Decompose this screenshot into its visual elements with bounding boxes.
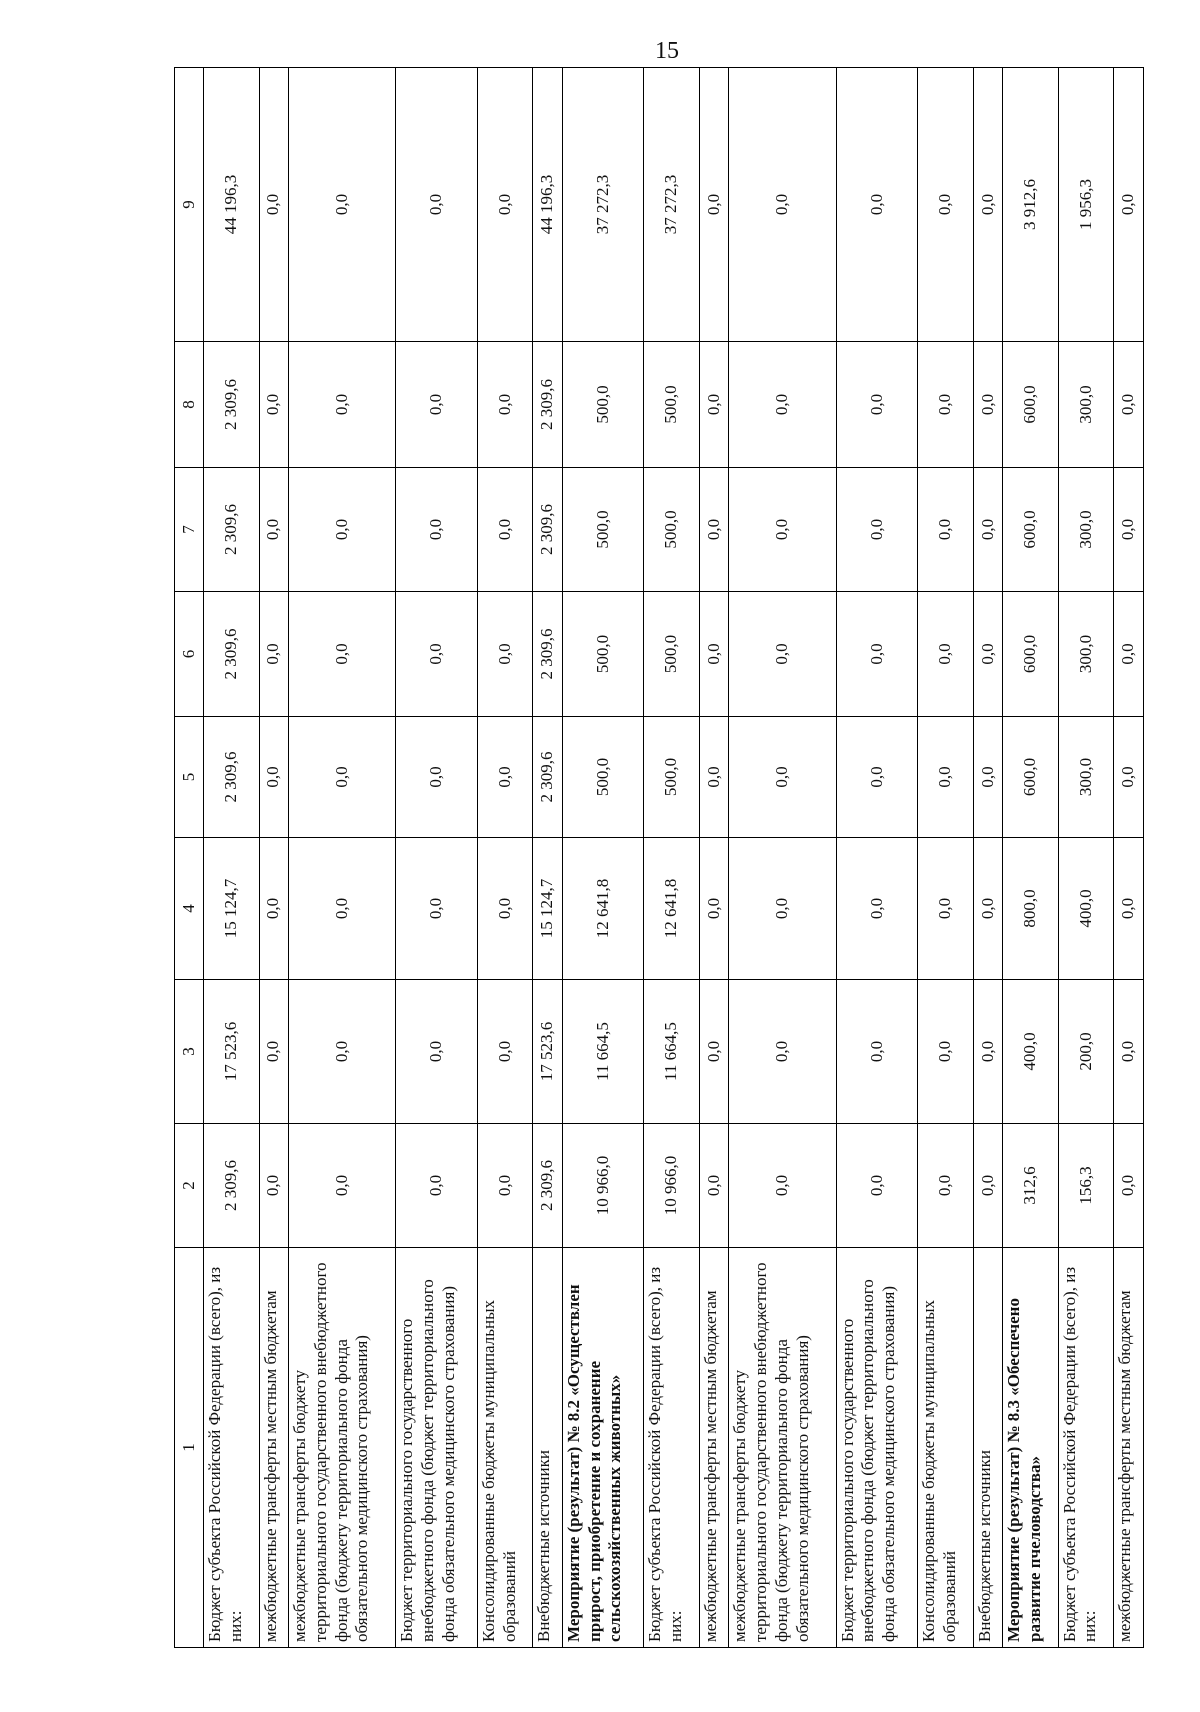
- table-cell: 0,0: [289, 468, 396, 592]
- table-cell: 0,0: [699, 592, 729, 717]
- table-cell: 0,0: [396, 980, 477, 1124]
- table-row: [533, 68, 563, 1648]
- table-cell: 0,0: [289, 838, 396, 980]
- table-cell: 500,0: [644, 342, 700, 468]
- budget-table: [174, 67, 1144, 1648]
- table-cell: 2 309,6: [204, 592, 260, 717]
- table-cell: 600,0: [1003, 717, 1059, 838]
- table-row: [259, 68, 289, 1648]
- table-cell: 0,0: [259, 68, 289, 342]
- table-cell: 0,0: [259, 468, 289, 592]
- row-label: Мероприятие (результат) № 8.2 «Осуществлен прирост, приобретение и сохранение сельскохозяйственных животных»: [562, 1248, 643, 1648]
- table-cell: 0,0: [259, 592, 289, 717]
- column-header: 3: [175, 980, 204, 1124]
- row-label: межбюджетные трансферты бюджету территориального государственного внебюджетного фонда (бюджету территориального фонда обязательного медицинского страхования): [289, 1248, 396, 1648]
- table-cell: 0,0: [836, 592, 917, 717]
- table-row: [204, 68, 260, 1648]
- table-cell: 0,0: [289, 342, 396, 468]
- row-label: Мероприятие (результат) № 8.3 «Обеспечено развитие пчеловодства»: [1003, 1248, 1059, 1648]
- row-label: Бюджет субъекта Российской Федерации (всего), из них:: [204, 1248, 260, 1648]
- table-cell: 300,0: [1058, 592, 1114, 717]
- row-label: межбюджетные трансферты местным бюджетам: [1114, 1248, 1144, 1648]
- table-row: [973, 68, 1003, 1648]
- table-cell: 2 309,6: [204, 468, 260, 592]
- table-cell: 0,0: [836, 838, 917, 980]
- table-cell: 0,0: [729, 68, 836, 342]
- table-cell: 0,0: [973, 838, 1003, 980]
- table-cell: 15 124,7: [533, 838, 563, 980]
- table-row: [1003, 68, 1059, 1648]
- table-cell: 0,0: [973, 68, 1003, 342]
- table-row: [396, 68, 477, 1648]
- table-cell: 300,0: [1058, 342, 1114, 468]
- table-cell: 0,0: [1114, 717, 1144, 838]
- table-cell: 0,0: [729, 1124, 836, 1248]
- table-cell: 500,0: [644, 717, 700, 838]
- table-cell: 0,0: [918, 342, 974, 468]
- table-cell: 0,0: [699, 468, 729, 592]
- table-cell: 0,0: [477, 342, 533, 468]
- row-label: Бюджет территориального государственного внебюджетного фонда (бюджет территориального фонда обязательного медицинского страхования): [836, 1248, 917, 1648]
- row-label: Внебюджетные источники: [973, 1248, 1003, 1648]
- table-cell: 11 664,5: [644, 980, 700, 1124]
- table-cell: 600,0: [1003, 342, 1059, 468]
- table-cell: 0,0: [1114, 1124, 1144, 1248]
- table-cell: 0,0: [699, 1124, 729, 1248]
- table-cell: 0,0: [729, 342, 836, 468]
- table-cell: 37 272,3: [562, 68, 643, 342]
- row-label: Внебюджетные источники: [533, 1248, 563, 1648]
- table-cell: 400,0: [1003, 980, 1059, 1124]
- table-row: [918, 68, 974, 1648]
- table-cell: 0,0: [729, 592, 836, 717]
- table-cell: 0,0: [836, 342, 917, 468]
- table-cell: 44 196,3: [533, 68, 563, 342]
- table-cell: 400,0: [1058, 838, 1114, 980]
- table-cell: 12 641,8: [644, 838, 700, 980]
- table-cell: 0,0: [1114, 592, 1144, 717]
- table-cell: 0,0: [289, 717, 396, 838]
- table-row: [289, 68, 396, 1648]
- row-label: Консолидированные бюджеты муниципальных образований: [477, 1248, 533, 1648]
- row-label: Консолидированные бюджеты муниципальных образований: [918, 1248, 974, 1648]
- column-header: 6: [175, 592, 204, 717]
- table-cell: 0,0: [1114, 468, 1144, 592]
- table-cell: 500,0: [644, 592, 700, 717]
- table-cell: 0,0: [729, 717, 836, 838]
- table-cell: 600,0: [1003, 468, 1059, 592]
- table-cell: 0,0: [396, 68, 477, 342]
- page-number: 15: [655, 38, 679, 64]
- row-label: Бюджет субъекта Российской Федерации (всего), из них:: [644, 1248, 700, 1648]
- table-cell: 0,0: [1114, 342, 1144, 468]
- row-label: Бюджет субъекта Российской Федерации (всего), из них:: [1058, 1248, 1114, 1648]
- table-cell: 0,0: [477, 468, 533, 592]
- table-cell: 2 309,6: [533, 1124, 563, 1248]
- table-cell: 0,0: [259, 1124, 289, 1248]
- table-cell: 3 912,6: [1003, 68, 1059, 342]
- table-cell: 0,0: [918, 68, 974, 342]
- column-header: 8: [175, 342, 204, 468]
- table-row: [477, 68, 533, 1648]
- table-cell: 500,0: [562, 342, 643, 468]
- column-header: 9: [175, 68, 204, 342]
- table-cell: 2 309,6: [533, 468, 563, 592]
- table-cell: 2 309,6: [533, 342, 563, 468]
- rotated-table-container: [174, 68, 1144, 1648]
- table-cell: 0,0: [973, 980, 1003, 1124]
- table-cell: 0,0: [289, 980, 396, 1124]
- table-cell: 0,0: [836, 468, 917, 592]
- table-cell: 2 309,6: [204, 1124, 260, 1248]
- table-cell: 2 309,6: [204, 717, 260, 838]
- table-cell: 300,0: [1058, 717, 1114, 838]
- table-row: [644, 68, 700, 1648]
- table-cell: 156,3: [1058, 1124, 1114, 1248]
- table-cell: 312,6: [1003, 1124, 1059, 1248]
- table-cell: 0,0: [289, 1124, 396, 1248]
- table-row: [1114, 68, 1144, 1648]
- table-cell: 0,0: [699, 717, 729, 838]
- table-cell: 0,0: [477, 838, 533, 980]
- table-cell: 11 664,5: [562, 980, 643, 1124]
- table-cell: 300,0: [1058, 468, 1114, 592]
- table-cell: 0,0: [836, 1124, 917, 1248]
- table-cell: 600,0: [1003, 592, 1059, 717]
- table-cell: 500,0: [644, 468, 700, 592]
- table-cell: 0,0: [396, 592, 477, 717]
- table-cell: 0,0: [729, 838, 836, 980]
- table-cell: 37 272,3: [644, 68, 700, 342]
- table-cell: 0,0: [396, 468, 477, 592]
- table-cell: 0,0: [289, 68, 396, 342]
- table-cell: 0,0: [396, 838, 477, 980]
- table-cell: 10 966,0: [644, 1124, 700, 1248]
- table-cell: 500,0: [562, 468, 643, 592]
- column-header: 7: [175, 468, 204, 592]
- column-header: 4: [175, 838, 204, 980]
- table-cell: 0,0: [259, 717, 289, 838]
- table-cell: 0,0: [918, 592, 974, 717]
- table-cell: 0,0: [918, 717, 974, 838]
- table-cell: 0,0: [836, 68, 917, 342]
- table-cell: 0,0: [1114, 838, 1144, 980]
- table-cell: 0,0: [259, 980, 289, 1124]
- table-cell: 200,0: [1058, 980, 1114, 1124]
- table-cell: 44 196,3: [204, 68, 260, 342]
- table-cell: 15 124,7: [204, 838, 260, 980]
- table-cell: 0,0: [1114, 68, 1144, 342]
- table-cell: 0,0: [699, 980, 729, 1124]
- table-cell: 0,0: [259, 838, 289, 980]
- table-cell: 0,0: [477, 68, 533, 342]
- table-cell: 0,0: [729, 980, 836, 1124]
- row-label: межбюджетные трансферты бюджету территориального государственного внебюджетного фонда (бюджету территориального фонда обязательного медицинского страхования): [729, 1248, 836, 1648]
- table-cell: 0,0: [729, 468, 836, 592]
- table-cell: 2 309,6: [204, 342, 260, 468]
- table-cell: 0,0: [259, 342, 289, 468]
- table-row: [1058, 68, 1114, 1648]
- table-cell: 0,0: [699, 342, 729, 468]
- table-cell: 800,0: [1003, 838, 1059, 980]
- table-cell: 0,0: [396, 717, 477, 838]
- table-cell: 0,0: [477, 717, 533, 838]
- table-cell: 0,0: [289, 592, 396, 717]
- table-cell: 2 309,6: [533, 592, 563, 717]
- column-header: 2: [175, 1124, 204, 1248]
- table-row: [699, 68, 729, 1648]
- table-cell: 0,0: [973, 342, 1003, 468]
- table-cell: 0,0: [973, 717, 1003, 838]
- table-cell: 0,0: [699, 838, 729, 980]
- table-cell: 0,0: [973, 1124, 1003, 1248]
- table-cell: 1 956,3: [1058, 68, 1114, 342]
- table-row: [562, 68, 643, 1648]
- table-cell: 0,0: [477, 980, 533, 1124]
- table-cell: 0,0: [918, 980, 974, 1124]
- header-row: [175, 68, 204, 1648]
- table-cell: 12 641,8: [562, 838, 643, 980]
- table-cell: 0,0: [1114, 980, 1144, 1124]
- column-header: 1: [175, 1248, 204, 1648]
- table-cell: 17 523,6: [533, 980, 563, 1124]
- table-cell: 0,0: [477, 592, 533, 717]
- table-cell: 0,0: [918, 838, 974, 980]
- column-header: 5: [175, 717, 204, 838]
- table-cell: 0,0: [836, 717, 917, 838]
- table-cell: 0,0: [396, 342, 477, 468]
- table-cell: 0,0: [836, 980, 917, 1124]
- table-cell: 0,0: [396, 1124, 477, 1248]
- table-cell: 0,0: [477, 1124, 533, 1248]
- table-cell: 500,0: [562, 717, 643, 838]
- table-cell: 0,0: [918, 1124, 974, 1248]
- row-label: межбюджетные трансферты местным бюджетам: [699, 1248, 729, 1648]
- table-cell: 500,0: [562, 592, 643, 717]
- table-cell: 0,0: [973, 592, 1003, 717]
- row-label: Бюджет территориального государственного внебюджетного фонда (бюджет территориального фонда обязательного медицинского страхования): [396, 1248, 477, 1648]
- table-row: [836, 68, 917, 1648]
- row-label: межбюджетные трансферты местным бюджетам: [259, 1248, 289, 1648]
- table-row: [729, 68, 836, 1648]
- table-cell: 0,0: [699, 68, 729, 342]
- table-cell: 0,0: [973, 468, 1003, 592]
- table-cell: 10 966,0: [562, 1124, 643, 1248]
- table-cell: 2 309,6: [533, 717, 563, 838]
- table-cell: 0,0: [918, 468, 974, 592]
- table-cell: 17 523,6: [204, 980, 260, 1124]
